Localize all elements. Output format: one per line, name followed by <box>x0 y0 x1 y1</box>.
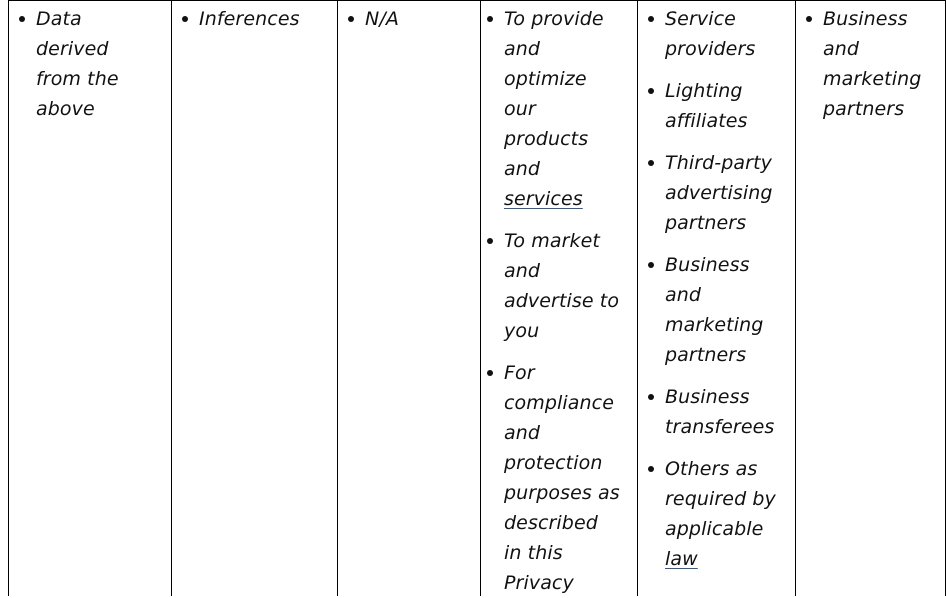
list-item <box>665 4 796 64</box>
line: from the <box>36 68 119 90</box>
line: Lighting <box>665 80 743 102</box>
line: Data <box>36 8 82 30</box>
line: Service <box>665 8 736 30</box>
line: above <box>36 98 95 120</box>
line: affiliates <box>665 110 748 132</box>
table-cell-recipients <box>637 1 796 596</box>
line: N/A <box>365 8 399 30</box>
list-item <box>504 226 638 346</box>
line: compliance <box>504 392 615 414</box>
bullet-list <box>481 1 638 598</box>
line: advertising <box>665 182 773 204</box>
line: Others as <box>665 458 758 480</box>
list-item <box>365 4 481 34</box>
line: optimize <box>504 68 587 90</box>
list-item <box>199 4 338 34</box>
line: in this <box>504 542 563 564</box>
services-link[interactable]: services <box>504 188 583 210</box>
line: and <box>504 38 541 60</box>
list-item <box>504 4 638 214</box>
table-cell-sensitive <box>337 1 481 596</box>
line: To market <box>504 230 600 252</box>
line: and <box>504 260 541 282</box>
line: you <box>504 320 540 342</box>
bullet-list <box>172 1 338 34</box>
bullet-icon <box>648 262 654 268</box>
bullet-icon <box>648 466 654 472</box>
line: partners <box>823 98 905 120</box>
line: and <box>504 422 541 444</box>
line: Business <box>665 254 750 276</box>
bullet-icon <box>648 160 654 166</box>
bullet-icon <box>487 16 493 22</box>
line: required by <box>665 488 776 510</box>
line: and <box>823 38 860 60</box>
list-item <box>665 76 796 136</box>
line: applicable <box>665 518 764 540</box>
list-item <box>36 4 172 124</box>
table-cell-data-category <box>8 1 172 596</box>
list-item <box>823 4 945 124</box>
line: Third-party <box>665 152 772 174</box>
bullet-icon <box>648 88 654 94</box>
line: Inferences <box>199 8 300 30</box>
bullet-icon <box>487 238 493 244</box>
bullet-icon <box>487 370 493 376</box>
list-item <box>665 382 796 442</box>
line: derived <box>36 38 109 60</box>
bullet-icon <box>648 394 654 400</box>
bullet-icon <box>19 16 25 22</box>
list-item <box>504 358 638 598</box>
line: Privacy <box>504 572 574 594</box>
line: partners <box>665 212 747 234</box>
line: providers <box>665 38 756 60</box>
line: To provide <box>504 8 604 30</box>
law-link[interactable]: law <box>665 548 698 570</box>
data-table <box>8 0 946 596</box>
line: described <box>504 512 598 534</box>
list-item <box>665 148 796 238</box>
list-item <box>665 454 796 574</box>
line: marketing <box>665 314 764 336</box>
bullet-icon <box>348 16 354 22</box>
table-cell-purposes <box>480 1 638 596</box>
line: our <box>504 98 536 120</box>
line: protection <box>504 452 603 474</box>
list-item <box>665 250 796 370</box>
line: advertise to <box>504 290 620 312</box>
bullet-icon <box>648 16 654 22</box>
bullet-list <box>9 1 172 124</box>
line: partners <box>665 344 747 366</box>
table-cell-sale-sharing <box>795 1 946 596</box>
bullet-list <box>796 1 945 124</box>
line: and <box>665 284 702 306</box>
line: For <box>504 362 535 384</box>
line: marketing <box>823 68 922 90</box>
line: transferees <box>665 416 775 438</box>
bullet-icon <box>182 16 188 22</box>
line: Business <box>665 386 750 408</box>
line: products <box>504 128 589 150</box>
bullet-icon <box>806 16 812 22</box>
line: Business <box>823 8 908 30</box>
line: and <box>504 158 541 180</box>
bullet-list <box>338 1 481 34</box>
table-cell-category <box>171 1 338 596</box>
line: purposes as <box>504 482 620 504</box>
bullet-list <box>638 1 796 574</box>
